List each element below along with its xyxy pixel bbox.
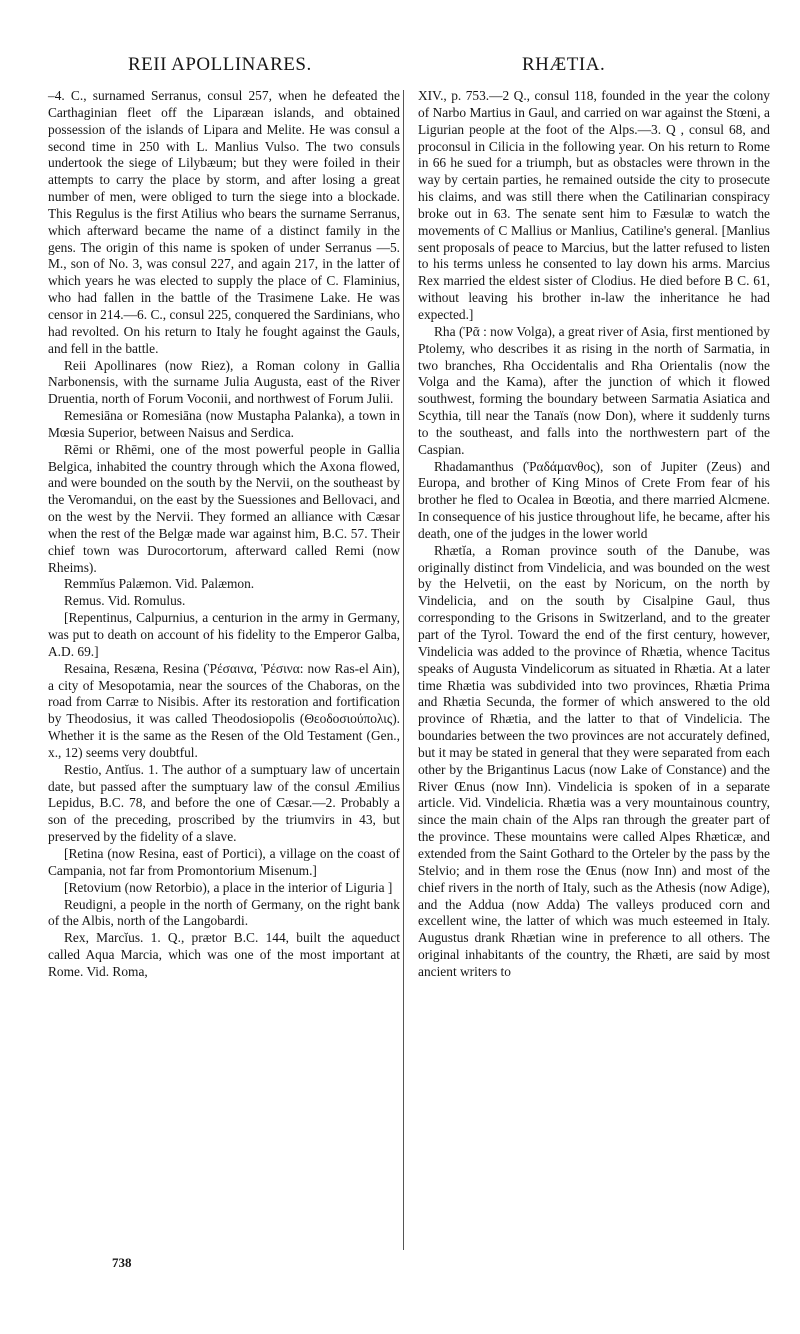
entry-paragraph: Rēmi or Rhēmi, one of the most powerful people in Gallia Belgica, inhabited the country through which the Axona flowed, and were bounded on the south by the Nervii, on the southeast by the Veromandui, on the east by the Suessiones and Bellovaci, and on the west by the Nervii. They formed an alliance with Cæsar when the rest of the Belgæ made war against him, B.C. 57. Their chief town was Durocortorum, afterward called Remi (now Rheims).: [48, 441, 400, 575]
entry-paragraph: –4. C., surnamed Serranus, consul 257, when he defeated the Carthaginian fleet off the Liparæan islands, and obtained possession of the islands of Lipara and Melite. He was consul a second time in 250 with L. Manlius Vulso. The two consuls undertook the siege of Lilybæum; but they were foiled in their attempts to carry the place by storm, and after losing a great number of men, were obliged to turn the siege into a blockade. This Regulus is the first Atilius who bears the surname Serranus, which afterward became the name of a distinct family in the gens. The origin of this name is spoken of under Serranus —5. M., son of No. 3, was consul 227, and again 217, in the latter of which years he was elected to supply the place of C. Flaminius, who had fallen in the battle of the Trasimene Lake. He was censor in 214.—6. C., consul 225, conquered the Sardinians, who had revolted. On his return to Italy he fought against the Gauls, and fell in the battle.: [48, 88, 400, 356]
entry-paragraph: Rhætĭa, a Roman province south of the Danube, was originally distinct from Vindelicia, and was bounded on the west by the Helvetii, on the east by Noricum, on the north by Vindelicia, and on the south by Cisalpine Gaul, thus corresponding to the Grisons in Switzerland, and to the greater part of the Tyrol. Toward the end of the first century, however, Vindelicia was added to the province of Rhætia, whence Tacitus speaks of Augusta Vindelicorum as situated in Rhætia. At a later time Rhætia was subdivided into two provinces, Rhætia Prima and Rhætia Secunda, the former of which answered to the old province of Rhætia, and the latter to that of Vindelicia. The boundaries between the two provinces are not accurately defined, but it may be stated in general that they were separated from each other by the Brigantinus Lacus (now Lake of Constance) and the River Œnus (now Inn). Vindelicia is spoken of in a separate article. Vid. Vindelicia. Rhætia was a very mountainous country, since the main chain of the Alps ran through the greater part of the province. These mountains were called Alpes Rhæticæ, and extended from the Saint Gothard to the Orteler by the pass by the Stelvio; and in them rose the Œnus (now Inn) and most of the chief rivers in the north of Italy, such as the Athesis (now Adige), and the Addua (now Adda) The valleys produced corn and excellent wine, the latter of which was much esteemed in Italy. Augustus drank Rhætian wine in preference to all others. The original inhabitants of the country, the Rhæti, are said by most ancient writers to: [418, 542, 770, 979]
entry-paragraph: [Repentinus, Calpurnius, a centurion in the army in Germany, was put to death on account of his fidelity to the Emperor Galba, A.D. 69.]: [48, 610, 400, 659]
header-right-title: RHÆTIA.: [522, 54, 606, 75]
entry-paragraph: Rhadamanthus (Ῥαδάμανθος), son of Jupiter (Zeus) and Europa, and brother of King Minos of Crete From fear of his brother he fled to Ocalea in Bœotia, and there married Alcmene. In consequence of his justice throughout life, he became, after his death, one of the judges in the lower world: [418, 458, 770, 541]
page-number: 738: [112, 1255, 132, 1270]
entry-paragraph: XIV., p. 753.—2 Q., consul 118, founded in the year the colony of Narbo Martius in Gaul, and carried on war against the Stœni, a Ligurian people at the foot of the Alps.—3. Q , consul 68, and proconsul in Cilicia in the following year. On his return to Rome in 66 he sued for a triumph, but as obstacles were thrown in the way by certain parties, he remained outside the city to prosecute his claims, and was still there when the Catilinarian conspiracy broke out in 63. The senate sent him to Fæsulæ to watch the movements of C Mallius or Manlius, Catiline's general. [Manlius sent proposals of peace to Marcius, but the latter refused to listen to his terms unless he consented to lay down his arms. Marcius Rex married the eldest sister of Clodius. He died before B C. 61, without leaving his brother in-law the inheritance he had expected.]: [418, 88, 770, 322]
entry-paragraph: Restio, Antĭus. 1. The author of a sumptuary law of uncertain date, but passed after the sumptuary law of the consul Æmilius Lepidus, B.C. 78, and before the one of Cæsar.—2. Probably a son of the preceding, proscribed by the triumvirs in 43, but preserved by the fidelity of a slave.: [48, 761, 400, 845]
entry-paragraph: Reudigni, a people in the north of Germany, on the right bank of the Albis, north of the Langobardi.: [48, 896, 400, 929]
entry-paragraph: [Retovium (now Retorbio), a place in the interior of Liguria ]: [64, 879, 393, 895]
entry-paragraph: Rha (Ῥᾶ : now Volga), a great river of Asia, first mentioned by Ptolemy, who describes it as rising in the north of Sarmatia, in two branches, Rha Occidentalis and Rha Orientalis (now the Volga and the Kama), after the junction of which it flowed southwest, forming the boundary between Sarmatia Asiatica and Scythia, till near the Tanaïs (now Don), where it suddenly turns to the southeast, and falls into the northwestern part of the Caspian.: [418, 323, 770, 457]
entry-paragraph: Rex, Marcĭus. 1. Q., prætor B.C. 144, built the aqueduct called Aqua Marcia, which was one of the most important at Rome. Vid. Roma,: [48, 930, 400, 979]
entry-paragraph: [Retina (now Resina, east of Portici), a village on the coast of Campania, not far from Promontorium Misenum.]: [48, 845, 400, 878]
entry-paragraph: Resaina, Resæna, Resina (Ῥέσαινα, Ῥέσινα: now Ras-el Ain), a city of Mesopotamia, near the sources of the Chaboras, on the road from Carræ to Nisibis. After its restoration and fortification by Theodosius, it was called Theodosiopolis (Θεοδοσιούπολις). Whether it is the same as the Resen of the Old Testament (Gen., x., 12) seems very doubtful.: [48, 660, 400, 760]
right-column: [418, 88, 770, 981]
entry-paragraph: Remesiāna or Romesiāna (now Mustapha Palanka), a town in Mœsia Superior, between Naisus and Serdica.: [48, 408, 400, 440]
entry-paragraph: Reii Apollinares (now Riez), a Roman colony in Gallia Narbonensis, with the surname Julia Augusta, east of the River Druentia, north of Forum Voconii, and northwest of Forum Julii.: [48, 357, 400, 407]
entry-paragraph: Remus. Vid. Romulus.: [64, 593, 186, 609]
running-header: [0, 54, 800, 84]
entry-paragraph: Remmĭus Palæmon. Vid. Palæmon.: [64, 576, 255, 592]
column-divider: [403, 90, 404, 1250]
left-column: [48, 88, 400, 981]
header-left-title: REII APOLLINARES.: [128, 54, 312, 75]
